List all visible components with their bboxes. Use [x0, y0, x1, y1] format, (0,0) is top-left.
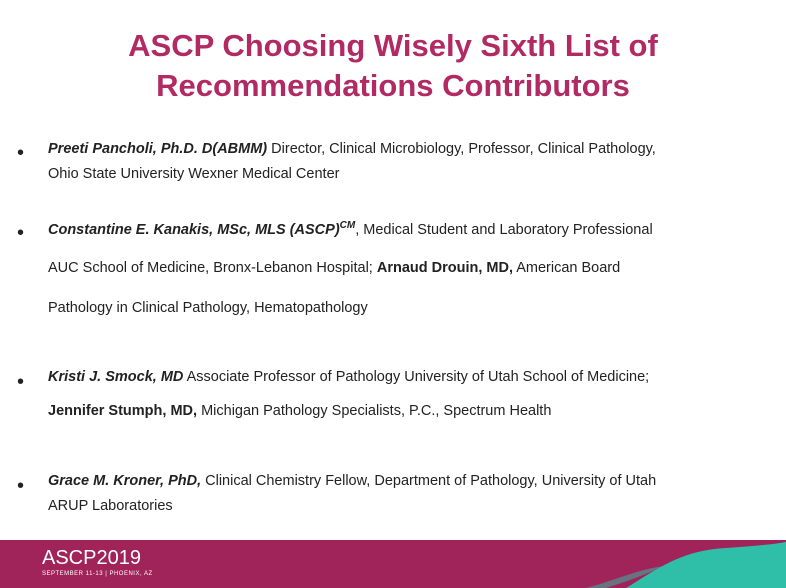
contributor-name: Jennifer Stumph, MD, — [48, 403, 198, 419]
contributor-affiliation: AUC School of Medicine, Bronx-Lebanon Hospital; — [48, 260, 377, 276]
bullet-icon: • — [17, 142, 25, 164]
bullet-icon: • — [17, 222, 25, 244]
contributor-role: , Medical Student and Laboratory Professional — [355, 222, 653, 238]
bullet-icon: • — [17, 475, 25, 497]
entry-2-line-3: Pathology in Clinical Pathology, Hematopathology — [48, 300, 368, 316]
contributor-name: Arnaud Drouin, MD, — [376, 260, 513, 276]
contributor-role: Associate Professor of Pathology University of Utah School of Medicine; — [183, 369, 650, 385]
contributor-name: Kristi J. Smock, MD — [48, 369, 184, 385]
contributor-role: Director, Clinical Microbiology, Professor, Clinical Pathology, — [267, 141, 656, 157]
entry-1-line-1 — [48, 141, 656, 157]
contributor-name: Grace M. Kroner, PhD, — [48, 473, 202, 489]
ascp-2019-logo: ASCP2019 — [42, 547, 141, 569]
entry-1-line-2: Ohio State University Wexner Medical Center — [48, 166, 340, 182]
teal-wave-decoration — [586, 540, 786, 588]
slide-title-line-1: ASCP Choosing Wisely Sixth List of — [128, 28, 658, 63]
footer-band — [0, 540, 786, 588]
contributor-role: Clinical Chemistry Fellow, Department of Pathology, University of Utah — [201, 473, 657, 489]
entry-2-line-2 — [48, 260, 620, 276]
entry-4-line-2: ARUP Laboratories — [48, 498, 173, 514]
contributor-role: American Board — [512, 260, 621, 276]
entry-4-line-1 — [48, 473, 656, 489]
contributor-role: Michigan Pathology Specialists, P.C., Spectrum Health — [197, 403, 552, 419]
entry-2-line-1 — [48, 220, 653, 238]
slide-title — [0, 26, 786, 106]
contributor-name: Constantine E. Kanakis, MSc, MLS (ASCP)$^{CM}$ — [48, 220, 356, 238]
contributor-name: Preeti Pancholi, Ph.D. D(ABMM) — [48, 141, 268, 157]
bullet-icon: • — [17, 371, 25, 393]
event-dates-location: SEPTEMBER 11-13 | PHOENIX, AZ — [42, 571, 153, 577]
certification-superscript: CM — [339, 220, 356, 231]
slide-title-line-2: Recommendations Contributors — [156, 68, 630, 103]
entry-3-line-2 — [48, 403, 551, 419]
entry-3-line-1 — [48, 369, 649, 385]
